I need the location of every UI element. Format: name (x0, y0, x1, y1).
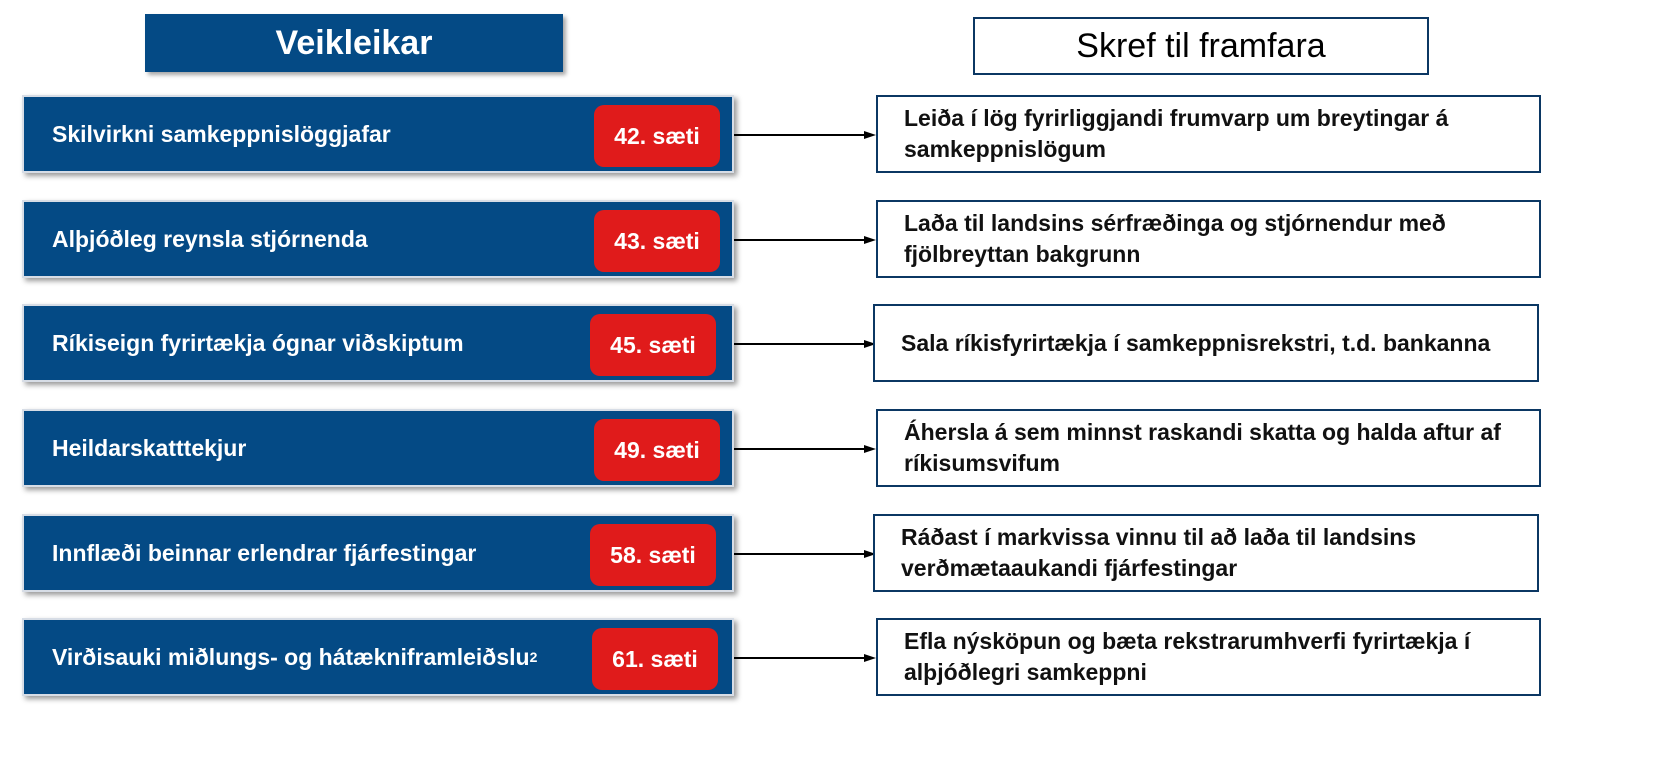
weakness-box (22, 200, 734, 278)
weakness-row (0, 409, 1661, 489)
rank-badge: 61. sæti (592, 628, 718, 690)
step-box: Ráðast í markvissa vinnu til að laða til landsins verðmætaaukandi fjárfestingar (873, 514, 1539, 592)
weakness-box (22, 304, 734, 382)
footnote-marker: 2 (529, 649, 538, 665)
weakness-row (0, 95, 1661, 175)
weakness-text: Skilvirkni samkeppnislöggjafar (52, 120, 391, 147)
weakness-row (0, 514, 1661, 594)
arrow-icon (734, 236, 876, 244)
weakness-text: Alþjóðleg reynsla stjórnenda (52, 225, 368, 252)
weakness-label (52, 516, 476, 590)
weakness-text: Virðisauki miðlungs- og hátækniframleiðslu (52, 643, 530, 670)
weakness-row (0, 618, 1661, 698)
rank-badge: 42. sæti (594, 105, 720, 167)
rank-badge: 45. sæti (590, 314, 716, 376)
rank-badge: 58. sæti (590, 524, 716, 586)
weakness-label (52, 620, 537, 694)
weakness-text: Innflæði beinnar erlendrar fjárfestingar (52, 539, 477, 566)
weakness-box (22, 618, 734, 696)
weakness-label (52, 97, 391, 171)
step-box: Efla nýsköpun og bæta rekstrarumhverfi fyrirtækja í alþjóðlegri samkeppni (876, 618, 1541, 696)
weakness-row (0, 304, 1661, 384)
arrow-icon (734, 654, 876, 662)
step-box: Áhersla á sem minnst raskandi skatta og halda aftur af ríkisumsvifum (876, 409, 1541, 487)
step-box: Sala ríkisfyrirtækja í samkeppnisrekstri, t.d. bankanna (873, 304, 1539, 382)
weaknesses-header: Veikleikar (145, 14, 563, 72)
arrow-icon (734, 550, 876, 558)
weakness-label (52, 306, 464, 380)
weakness-box (22, 514, 734, 592)
weakness-text: Heildarskatttekjur (52, 434, 247, 461)
weakness-box (22, 409, 734, 487)
step-box: Laða til landsins sérfræðinga og stjórnendur með fjölbreyttan bakgrunn (876, 200, 1541, 278)
step-box: Leiða í lög fyrirliggjandi frumvarp um breytingar á samkeppnislögum (876, 95, 1541, 173)
rank-badge: 49. sæti (594, 419, 720, 481)
weakness-row (0, 200, 1661, 280)
weakness-label (52, 411, 246, 485)
steps-header: Skref til framfara (973, 17, 1429, 75)
arrow-icon (734, 131, 876, 139)
arrow-icon (734, 340, 876, 348)
rank-badge: 43. sæti (594, 210, 720, 272)
weakness-box (22, 95, 734, 173)
weakness-text: Ríkiseign fyrirtækja ógnar viðskiptum (52, 329, 464, 356)
weakness-label (52, 202, 368, 276)
arrow-icon (734, 445, 876, 453)
